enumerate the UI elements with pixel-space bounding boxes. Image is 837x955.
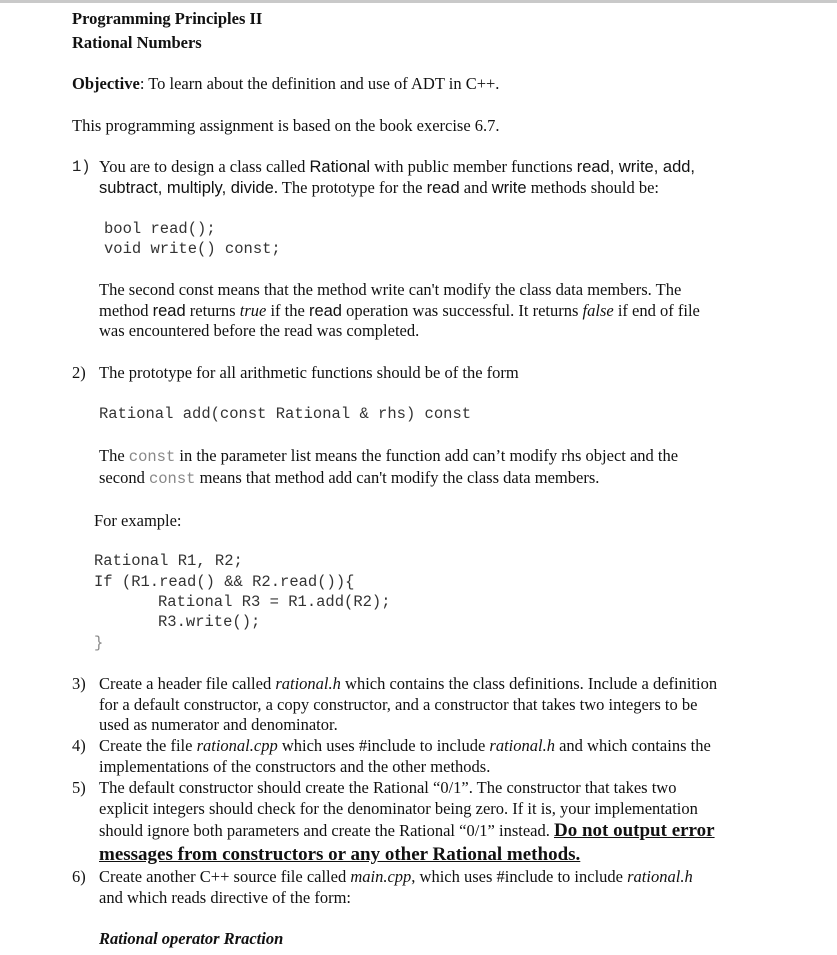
code-read-prototype: bool read();	[104, 220, 216, 238]
item4-line1: Create the file rational.cpp which uses #include to include rational.h and which contains the	[99, 736, 711, 755]
code-write-prototype: void write() const;	[104, 240, 281, 258]
item5-line3: should ignore both parameters and create the Rational “0/1” instead. Do not output error	[99, 820, 715, 841]
item5-line2: explicit integers should check for the denominator being zero. If it is, your implementation	[99, 799, 698, 818]
course-title: Programming Principles II	[72, 9, 263, 28]
warning-text-cont: messages from constructors or any other Rational methods.	[99, 844, 581, 865]
item2-para-line1: The const in the parameter list means the function add can’t modify rhs object and the	[99, 446, 679, 466]
item5-line1: The default constructor should create the Rational “0/1”. The constructor that takes two	[99, 778, 677, 797]
item2-number: 2)	[72, 363, 86, 382]
example-code-line3: Rational R3 = R1.add(R2);	[158, 593, 391, 611]
code-add-prototype: Rational add(const Rational & rhs) const	[99, 405, 472, 423]
item3-number: 3)	[72, 674, 86, 693]
item6-line1: Create another C++ source file called main.cpp, which uses #include to include rational.h	[99, 867, 693, 886]
item6-number: 6)	[72, 867, 86, 886]
example-label: For example:	[94, 511, 182, 530]
item1-para-line3: was encountered before the read was completed.	[99, 321, 420, 340]
objective	[72, 74, 499, 94]
top-border	[0, 0, 837, 3]
example-code-line5: }	[94, 634, 104, 652]
warning-text: Do not output error	[553, 820, 715, 841]
item3-line2: for a default constructor, a copy constructor, and a constructor that takes two integers to be	[99, 695, 698, 714]
item1-para-line2: method read returns true if the read operation was successful. It returns false if end of file	[99, 301, 700, 320]
item6-line2: and which reads directive of the form:	[99, 888, 351, 907]
topic-title: Rational Numbers	[72, 33, 202, 52]
item5-line4	[99, 845, 580, 865]
item2-text: The prototype for all arithmetic functions should be of the form	[99, 363, 519, 382]
item1-line1: You are to design a class called Rational with public member functions read, write, add,	[99, 157, 696, 176]
item5-number: 5)	[72, 778, 86, 797]
example-code-line4: R3.write();	[158, 613, 261, 631]
item4-number: 4)	[72, 736, 86, 755]
item1-number: 1)	[72, 158, 91, 176]
item4-line2: implementations of the constructors and the other methods.	[99, 757, 491, 776]
item2-para-line2: second const means that method add can't modify the class data members.	[99, 468, 600, 488]
item3-line1: Create a header file called rational.h which contains the class definitions. Include a definition	[99, 674, 718, 693]
objective-text: : To learn about the definition and use of ADT in C++.	[139, 74, 500, 93]
objective-label: Objective	[72, 74, 140, 93]
example-code-line1: Rational R1, R2;	[94, 552, 243, 570]
directive-example: Rational operator Rraction	[99, 929, 284, 948]
intro-text: This programming assignment is based on the book exercise 6.7.	[72, 116, 500, 135]
example-code-line2: If (R1.read() && R2.read()){	[94, 573, 355, 591]
item1-line2: subtract, multiply, divide. The prototype for the read and write methods should be:	[99, 178, 660, 197]
item3-line3: used as numerator and denominator.	[99, 715, 338, 734]
item1-para-line1: The second const means that the method write can't modify the class data members. The	[99, 280, 682, 299]
